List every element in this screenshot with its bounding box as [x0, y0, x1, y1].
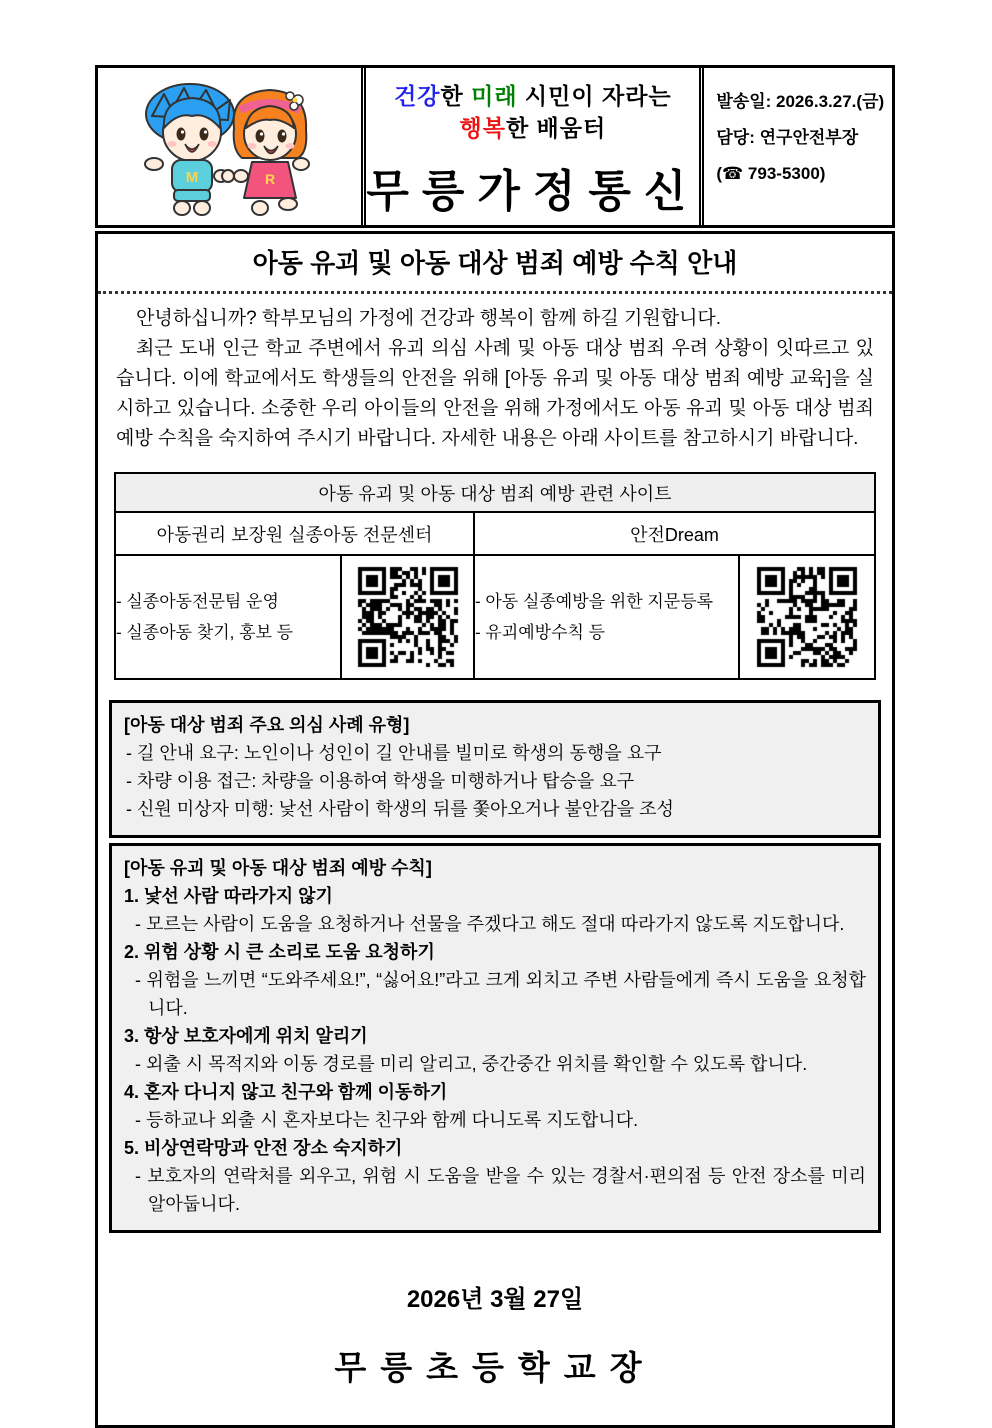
logo-cell	[98, 68, 366, 225]
rule-heading: 5. 비상연락망과 안전 장소 숙지하기	[124, 1138, 403, 1158]
case-item: - 차량 이용 접근: 차량을 이용하여 학생을 미행하거나 탑승을 요구	[126, 771, 635, 791]
manager: 담당: 연구안전부장	[716, 128, 859, 147]
related-sites-table	[114, 472, 876, 680]
rule-heading: 1. 낯선 사람 따라가지 않기	[124, 886, 333, 906]
notice-body	[95, 231, 895, 1428]
rule-heading: 2. 위험 상황 시 큰 소리로 도움 요청하기	[124, 942, 435, 962]
phone-number: (☎ 793-5300)	[716, 164, 826, 183]
bullet-item: - 실종아동전문팀 운영	[116, 592, 279, 611]
greeting-paragraph: 안녕하십니까? 학부모님의 가정에 건강과 행복이 함께 하길 기원합니다.	[136, 308, 722, 329]
school-mascot-logo-icon	[102, 76, 357, 218]
newsletter-page	[95, 65, 895, 1428]
intro-paragraphs	[98, 294, 892, 458]
send-date: 발송일: 2026.3.27.(금)	[716, 92, 885, 111]
newsletter-title: 무릉가정통신	[366, 167, 700, 216]
svg-text:R: R	[265, 170, 276, 187]
table-title: 아동 유괴 및 아동 대상 범죄 예방 관련 사이트	[115, 473, 875, 512]
qr-cell	[739, 555, 875, 679]
bullet-item: - 실종아동 찾기, 홍보 등	[116, 623, 294, 642]
body-paragraph: 최근 도내 인근 학교 주변에서 유괴 의심 사례 및 아동 대상 범죄 우려 상황이 잇따르고 있습니다. 이에 학교에서도 학생들의 안전을 위해 [아동 유괴 및 아동 대상 범죄 예방 교육]을 실시하고 있습니다. 소중한 우리 아이들의 안전을 위해 가정에서도 아동 유괴 및 아동 대상 범죄 예방 수칙을 숙지하여 주시기 바랍니다. 자세한 내용은 아래 사이트를 참고하시기 바랍니다.	[116, 338, 874, 449]
slogan-word-happy: 행복	[459, 115, 506, 141]
case-item: - 신원 미상자 미행: 낯선 사람이 학생의 뒤를 쫓아오거나 불안감을 조성	[126, 799, 674, 819]
meta-cell	[704, 68, 892, 225]
notice-title: 아동 유괴 및 아동 대상 범죄 예방 수칙 안내	[98, 234, 892, 294]
rule-detail: - 보호자의 연락처를 외우고, 위험 시 도움을 받을 수 있는 경찰서·편의점 등 안전 장소를 미리 알아둡니다.	[135, 1166, 866, 1214]
bullet-item: - 유괴예방수칙 등	[475, 623, 606, 642]
rule-detail: - 등하교나 외출 시 혼자보다는 친구와 함께 다니도록 지도합니다.	[135, 1110, 639, 1130]
qr-code-safedream	[753, 563, 861, 671]
rule-detail: - 모르는 사람이 도움을 요청하거나 선물을 주겠다고 해도 절대 따라가지 않도록 지도합니다.	[135, 914, 845, 934]
rule-detail: - 위험을 느끼면 “도와주세요!”, “싫어요!”라고 크게 외치고 주변 사람들에게 즉시 도움을 요청합니다.	[135, 970, 866, 1018]
rule-heading: 4. 혼자 다니지 않고 친구와 함께 이동하기	[124, 1082, 448, 1102]
case-item: - 길 안내 요구: 노인이나 성인이 길 안내를 빌미로 학생의 동행을 요구	[126, 743, 662, 763]
slogan-word-health: 건강	[394, 83, 441, 109]
prevention-rules-title: [아동 유괴 및 아동 대상 범죄 예방 수칙]	[124, 858, 432, 878]
safedream-bullets	[474, 555, 739, 679]
school-slogan: 건강한 미래 시민이 자라는 행복한 배움터	[394, 83, 672, 141]
prevention-rules-box	[109, 843, 881, 1233]
missing-child-center-bullets	[115, 555, 341, 679]
qr-cell	[341, 555, 474, 679]
suspicious-cases-box	[109, 700, 881, 838]
slogan-word-future: 미래	[471, 83, 518, 109]
qr-code-missing-child-center	[354, 563, 462, 671]
column-header-safedream: 안전Dream	[474, 512, 875, 555]
rule-heading: 3. 항상 보호자에게 위치 알리기	[124, 1026, 368, 1046]
principal-signature: 무릉초등학교장	[334, 1349, 656, 1386]
masthead-cell	[366, 68, 704, 225]
rule-detail: - 외출 시 목적지와 이동 경로를 미리 알리고, 중간중간 위치를 확인할 수 있도록 합니다.	[135, 1054, 808, 1074]
bullet-item: - 아동 실종예방을 위한 지문등록	[475, 592, 714, 611]
issue-date: 2026년 3월 27일	[406, 1286, 584, 1313]
newsletter-header	[95, 65, 895, 228]
suspicious-cases-title: [아동 대상 범죄 주요 의심 사례 유형]	[124, 715, 410, 735]
svg-text:M: M	[185, 168, 199, 186]
column-header-missing-child-center: 아동권리 보장원 실종아동 전문센터	[115, 512, 474, 555]
